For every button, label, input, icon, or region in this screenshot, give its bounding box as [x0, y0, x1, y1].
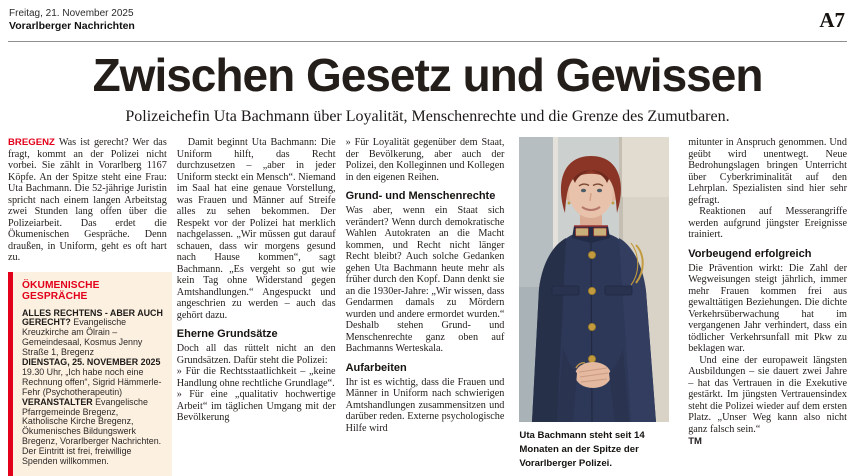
infobox-item	[22, 398, 164, 467]
subhead-vorbeugend-erfolgreich: Vorbeugend erfolgreich	[688, 247, 812, 260]
infobox-item-text: 19.30 Uhr, „Ich habe noch eine Rechnung offen“, Sigrid Hämmerle-Fehr (Psychotherapeutin)	[22, 366, 162, 397]
column-3	[346, 137, 505, 476]
bullet-paragraph: » Für eine „qualitativ hochwertige Arbeit“ im täglichen Umgang mit der Bevölkerung	[176, 389, 336, 423]
paragraph: Die Prävention wirkt: Die Zahl der Wegweisungen steigt jährlich, immer mehr Frauen kommen frei aus gewalttätigen Beziehungen. Die dichte Verkehrsüberwachung hat im vergangenen Jahr verhindert, dass ein tödlicher Verkehrsunfall mit Pkw zu beklagen war.	[688, 262, 847, 354]
bullet-paragraph: » Für Loyalität gegenüber dem Staat, der Bevölkerung, aber auch der Polizei, den Kolleginnen und Kollegen in den eigenen Reihen.	[345, 137, 505, 183]
infobox-item	[22, 309, 164, 359]
location-label: BREGENZ	[8, 137, 55, 148]
event-infobox	[8, 272, 172, 476]
infobox-title: ÖKUMENISCHE GESPRÄCHE	[22, 279, 100, 302]
page-number: A7	[819, 8, 845, 32]
photo-caption: Uta Bachmann steht seit 14 Monaten an der Spitze der Vorarlberger Polizei.	[519, 430, 645, 469]
lead-paragraph	[8, 137, 167, 264]
paragraph: mitunter in Anspruch genommen. Und geübt wird unentwegt. Neue Bedrohungslagen bringen Unterricht über Cyberkriminalität auf den Lehrplan. Spezialisten sind hier sehr gefragt.	[688, 137, 847, 206]
subhead-aufarbeiten: Aufarbeiten	[345, 361, 407, 374]
paper-name: Vorarlberger Nachrichten	[9, 20, 135, 32]
uta-bachmann-portrait-photo	[519, 137, 669, 422]
article-columns	[8, 137, 847, 476]
infobox-item-text: Evangelische Pfarrgemeinde Bregenz, Katholische Kirche Bregenz, Ökumenisches Bildungswerk Bregenz, Vorarlberger Nachrichten. Der Eintritt ist frei, freiwillige Spenden willkommen.	[22, 396, 162, 467]
infobox-item-text: Evangelische Kreuzkirche am Ölrain – Gemeindesaal, Kosmus Jenny Straße 1, Bregenz	[22, 317, 143, 358]
column-1	[8, 137, 167, 476]
article-headline: Zwischen Gesetz und Gewissen	[92, 49, 763, 101]
paragraph: Doch all das rüttelt nicht an den Grundsätzen. Dafür steht die Polizei:	[176, 343, 336, 366]
infobox-item-label: DIENSTAG, 25. NOVEMBER 2025	[22, 357, 161, 368]
lead-text: Was ist gerecht? Wer das fragt, kommt an der Polizei nicht vorbei. Sie zählt in Vorarlberg 1167 Köpfe. An der Spitze steht eine Frau: Uta Bachmann. Die 52-jährige Juristin spricht nach einem langen Arbeitstag zwei Stunden lang offen über die Polizeiarbeit. Das erdet die Ökumenischen Gespräche. Denn draußen, in Uniform, geht es oft hart zu.	[8, 137, 167, 263]
subhead-eherne-grundsaetze: Eherne Grundsätze	[176, 328, 278, 340]
bullet-paragraph: » Für die Rechtsstaatlichkeit – „keine Handlung ohne rechtliche Grundlage“.	[176, 366, 336, 389]
article-subheadline: Polizeichefin Uta Bachmann über Loyalität, Menschenrechte und die Grenze des Zumutbaren.	[125, 108, 730, 125]
paragraph: Damit beginnt Uta Bachmann: Die Uniform hilft, das Recht durchzusetzen – „aber in jeder Uniform steckt ein Mensch“. Niemand im Saal hat eine genaue Vorstellung, was Frauen und Männer auf Streife alles zu sehen bekommen. Der Respekt vor der Polizei hat merklich nachgelassen. „Wir müssen gut darauf schauen, dass wir morgens gesund nach Hause kommen“, sagt Bachmann. „Es vergeht so gut wie kein Tag ohne Widerstand gegen Amtshandlungen.“ Angespuckt und angeschrien zu werden – auch das gehört dazu.	[176, 137, 336, 321]
column-2	[177, 137, 336, 476]
infobox-item-label: VERANSTALTER	[22, 396, 93, 407]
paragraph: Ihr ist es wichtig, dass die Frauen und Männer in Uniform nach schwierigen Amtshandlungen zusammensitzen und darüber reden. Externe psychologische Hilfe wird	[345, 376, 505, 434]
paragraph: Und eine der europaweit längsten Ausbildungen – sie dauert zwei Jahre – hat das Vertrauen in die Exekutive gestärkt. Im jüngsten Vertrauensindex steht die Polizei wieder auf dem ersten Platz. „Unser Weg kann also nicht ganz falsch sein.“	[688, 354, 847, 435]
column-4-photo	[519, 137, 678, 476]
infobox-item	[22, 358, 164, 398]
subhead-grund-und-menschenrechte: Grund- und Menschenrechte	[345, 190, 496, 202]
masthead	[9, 8, 135, 33]
issue-date: Freitag, 21. November 2025	[9, 8, 134, 19]
masthead-rule	[8, 41, 847, 42]
paragraph: Reaktionen auf Messerangriffe werden aufgrund jüngster Ereignisse trainiert.	[688, 206, 847, 240]
column-5	[688, 137, 847, 476]
author-initials: TM	[688, 436, 702, 447]
paragraph: Was aber, wenn ein Staat sich verändert? Wenn durch demokratische Wahlen Autokraten an die Macht kommen, und Recht nicht länger Recht bleibt? Auch solche Gedanken gehen Uta Bachmann heute mehr als früher durch den Kopf. Dann denkt sie an die 1930er-Jahre: „Wir wissen, dass Gendarmen damals zu Mördern wurden und andere ermordet wurden.“ Deshalb stehen Grund- und Menschenrechte ganz oben auf Bachmanns Werteskala.	[345, 205, 505, 354]
infobox-item-label: ALLES RECHTENS - ABER AUCH GERECHT?	[22, 307, 163, 328]
